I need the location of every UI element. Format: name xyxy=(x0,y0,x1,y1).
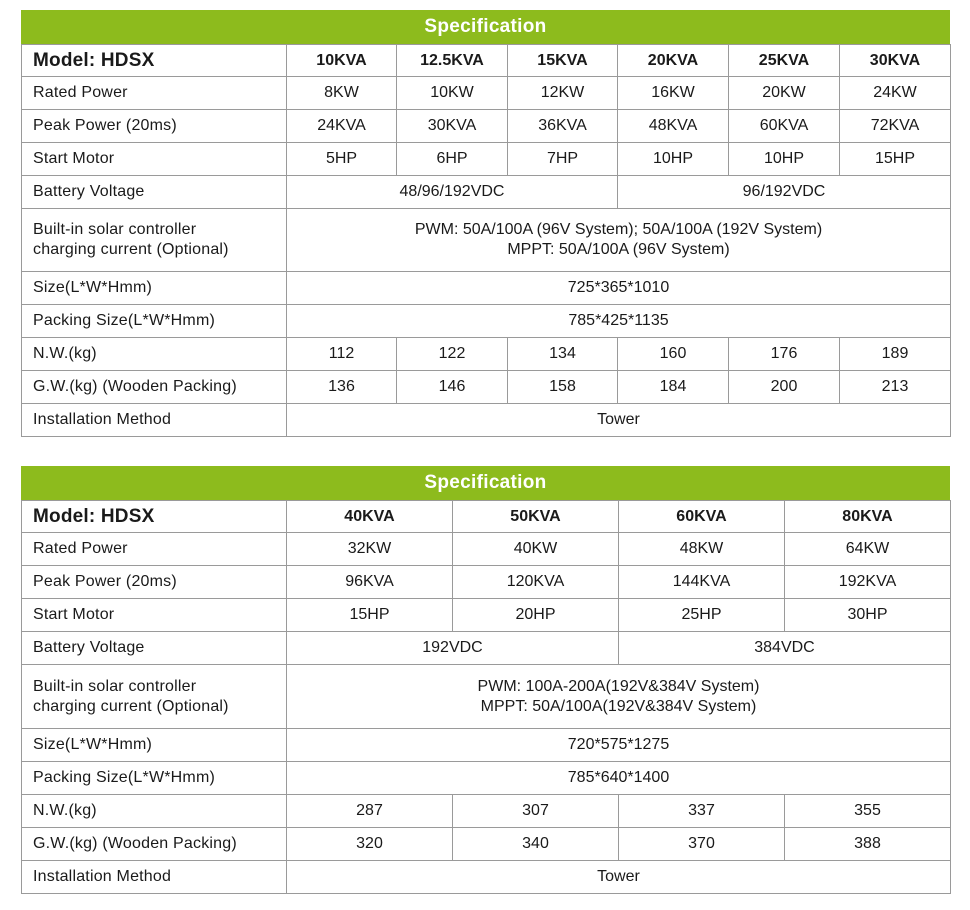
model-label: Model: HDSX xyxy=(22,501,287,533)
table-cell: 785*425*1135 xyxy=(287,305,951,338)
model-header: 60KVA xyxy=(619,501,785,533)
table-row xyxy=(22,272,951,305)
table-row xyxy=(22,828,951,861)
spec-table-2 xyxy=(21,466,950,894)
table-cell: 136 xyxy=(287,371,397,404)
row-label: N.W.(kg) xyxy=(22,338,287,371)
table-cell: Tower xyxy=(287,861,951,894)
row-label: Start Motor xyxy=(22,143,287,176)
table-cell: 72KVA xyxy=(840,110,951,143)
table-cell: 287 xyxy=(287,795,453,828)
table-cell: 200 xyxy=(729,371,840,404)
table-cell: 184 xyxy=(618,371,729,404)
row-label-line: charging current (Optional) xyxy=(33,241,229,258)
table-row xyxy=(22,371,951,404)
table-row xyxy=(22,632,951,665)
table-cell: 370 xyxy=(619,828,785,861)
table-cell: 48KW xyxy=(619,533,785,566)
table-cell xyxy=(287,665,951,729)
table-cell: 160 xyxy=(618,338,729,371)
table-row xyxy=(22,861,951,894)
row-label: Size(L*W*Hmm) xyxy=(22,272,287,305)
table-cell: 158 xyxy=(508,371,618,404)
table-row xyxy=(22,795,951,828)
table-cell: 337 xyxy=(619,795,785,828)
table-cell: 20KW xyxy=(729,77,840,110)
row-label-line: Built-in solar controller xyxy=(33,677,197,695)
table-cell: 384VDC xyxy=(619,632,951,665)
table-cell xyxy=(287,209,951,272)
model-header: 40KVA xyxy=(287,501,453,533)
model-label: Model: HDSX xyxy=(22,45,287,77)
spec-banner: Specification xyxy=(21,466,950,500)
table-cell: 32KW xyxy=(287,533,453,566)
table-row xyxy=(22,729,951,762)
table-cell: 146 xyxy=(397,371,508,404)
table-cell: 24KVA xyxy=(287,110,397,143)
model-header: 10KVA xyxy=(287,45,397,77)
table-cell: 192KVA xyxy=(785,566,951,599)
table-cell: 8KW xyxy=(287,77,397,110)
table-cell: 30HP xyxy=(785,599,951,632)
row-label: Packing Size(L*W*Hmm) xyxy=(22,305,287,338)
row-label: Peak Power (20ms) xyxy=(22,566,287,599)
cell-line: PWM: 50A/100A (96V System); 50A/100A (192V System) xyxy=(414,221,823,238)
table-cell: 388 xyxy=(785,828,951,861)
table-cell: 5HP xyxy=(287,143,397,176)
spec-table-1 xyxy=(21,10,950,437)
table-cell: 10KW xyxy=(397,77,508,110)
cell-line: MPPT: 50A/100A (96V System) xyxy=(507,241,730,258)
row-label: Packing Size(L*W*Hmm) xyxy=(22,762,287,795)
model-header: 12.5KVA xyxy=(397,45,508,77)
table-row xyxy=(22,599,951,632)
model-header: 30KVA xyxy=(840,45,951,77)
row-label: Installation Method xyxy=(22,404,287,437)
table-cell: 189 xyxy=(840,338,951,371)
model-header: 25KVA xyxy=(729,45,840,77)
table-cell: 355 xyxy=(785,795,951,828)
table-row xyxy=(22,533,951,566)
row-label xyxy=(22,665,287,729)
table-cell: 144KVA xyxy=(619,566,785,599)
table-cell: 10HP xyxy=(618,143,729,176)
table-cell: 48/96/192VDC xyxy=(287,176,618,209)
spec-banner: Specification xyxy=(21,10,950,44)
table-cell: 192VDC xyxy=(287,632,619,665)
table-cell: 96/192VDC xyxy=(618,176,951,209)
table-row xyxy=(22,404,951,437)
table-cell: 20HP xyxy=(453,599,619,632)
table-cell: 48KVA xyxy=(618,110,729,143)
table-cell: 6HP xyxy=(397,143,508,176)
row-label: Peak Power (20ms) xyxy=(22,110,287,143)
table-row xyxy=(22,762,951,795)
table-cell: 15HP xyxy=(287,599,453,632)
table-cell: 16KW xyxy=(618,77,729,110)
spec-grid xyxy=(21,500,951,894)
table-cell: Tower xyxy=(287,404,951,437)
table-cell: 213 xyxy=(840,371,951,404)
cell-line: MPPT: 50A/100A(192V&384V System) xyxy=(480,697,757,715)
table-cell: 120KVA xyxy=(453,566,619,599)
table-cell: 320 xyxy=(287,828,453,861)
row-label: Battery Voltage xyxy=(22,176,287,209)
table-cell: 12KW xyxy=(508,77,618,110)
table-cell: 24KW xyxy=(840,77,951,110)
table-cell: 15HP xyxy=(840,143,951,176)
table-cell: 7HP xyxy=(508,143,618,176)
table-row xyxy=(22,501,951,533)
table-cell: 30KVA xyxy=(397,110,508,143)
row-label: G.W.(kg) (Wooden Packing) xyxy=(22,371,287,404)
table-cell: 725*365*1010 xyxy=(287,272,951,305)
table-cell: 60KVA xyxy=(729,110,840,143)
table-row xyxy=(22,143,951,176)
row-label: Start Motor xyxy=(22,599,287,632)
row-label xyxy=(22,209,287,272)
table-row xyxy=(22,77,951,110)
table-row xyxy=(22,305,951,338)
row-label-line: charging current (Optional) xyxy=(33,697,229,715)
row-label: Rated Power xyxy=(22,77,287,110)
table-row xyxy=(22,45,951,77)
table-row xyxy=(22,209,951,272)
table-cell: 10HP xyxy=(729,143,840,176)
row-label-line: Built-in solar controller xyxy=(33,221,197,238)
table-cell: 96KVA xyxy=(287,566,453,599)
table-row xyxy=(22,338,951,371)
table-row xyxy=(22,665,951,729)
row-label: Rated Power xyxy=(22,533,287,566)
row-label: Battery Voltage xyxy=(22,632,287,665)
table-cell: 36KVA xyxy=(508,110,618,143)
table-cell: 176 xyxy=(729,338,840,371)
model-header: 50KVA xyxy=(453,501,619,533)
spec-grid xyxy=(21,44,951,437)
table-cell: 720*575*1275 xyxy=(287,729,951,762)
table-cell: 134 xyxy=(508,338,618,371)
model-header: 80KVA xyxy=(785,501,951,533)
table-row xyxy=(22,566,951,599)
table-cell: 340 xyxy=(453,828,619,861)
table-cell: 122 xyxy=(397,338,508,371)
row-label: Size(L*W*Hmm) xyxy=(22,729,287,762)
table-cell: 40KW xyxy=(453,533,619,566)
table-cell: 25HP xyxy=(619,599,785,632)
table-cell: 307 xyxy=(453,795,619,828)
table-cell: 112 xyxy=(287,338,397,371)
row-label: N.W.(kg) xyxy=(22,795,287,828)
row-label: Installation Method xyxy=(22,861,287,894)
row-label: G.W.(kg) (Wooden Packing) xyxy=(22,828,287,861)
table-row xyxy=(22,110,951,143)
table-row xyxy=(22,176,951,209)
table-cell: 64KW xyxy=(785,533,951,566)
cell-line: PWM: 100A-200A(192V&384V System) xyxy=(477,677,760,695)
table-cell: 785*640*1400 xyxy=(287,762,951,795)
model-header: 20KVA xyxy=(618,45,729,77)
model-header: 15KVA xyxy=(508,45,618,77)
